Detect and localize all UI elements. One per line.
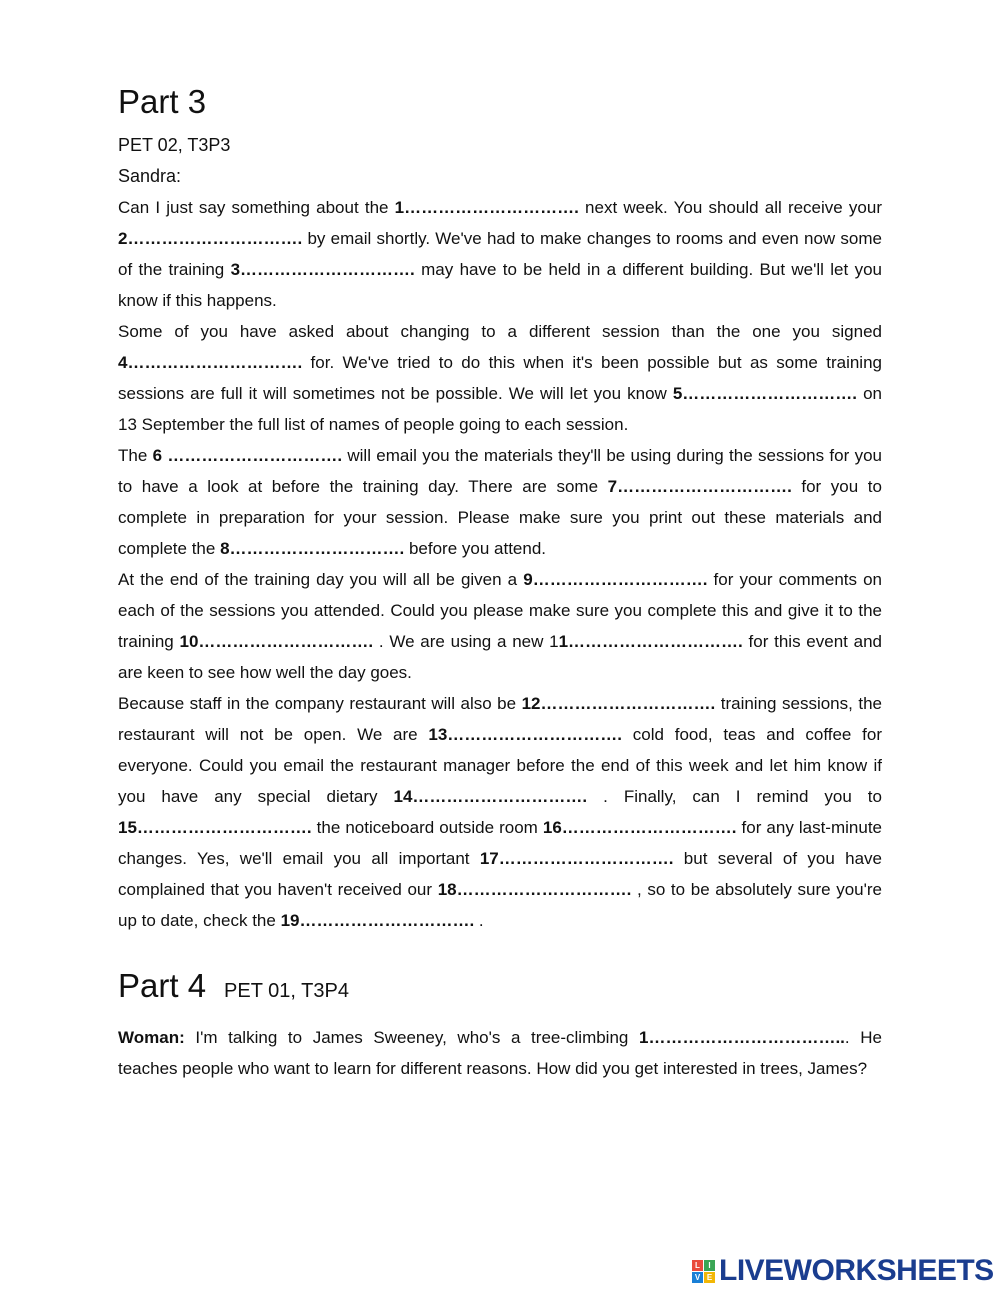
answer-gap: 7…………………………. (607, 477, 792, 496)
answer-gap: 1…………………………. (558, 632, 743, 651)
text-segment: will email you the materials they'll be using during the sessions for you to have a look at before the training day. There are some (118, 446, 882, 496)
text-segment: , so to be absolutely sure you're up to date, check the (118, 880, 882, 930)
text-segment: by email shortly. We've had to make changes to rooms and even now some of the training (118, 229, 882, 279)
text-segment: Can I just say something about the (118, 198, 395, 217)
logo-text: LIVEWORKSHEETS (719, 1254, 994, 1287)
logo-tile: I (704, 1260, 715, 1271)
text-segment: for this event and are keen to see how well the day goes. (118, 632, 883, 682)
logo-tile: L (692, 1260, 703, 1271)
part4-transcript (118, 1022, 882, 1084)
answer-gap: 4…………………………. (118, 353, 303, 372)
answer-gap: 16…………………………. (542, 818, 737, 837)
answer-gap: 9…………………………. (523, 570, 708, 589)
answer-gap: 3…………………………. (230, 260, 415, 279)
text-segment: for. We've tried to do this when it's been possible but as some training sessions are full it will sometimes not be possible. We will let you know (118, 353, 882, 403)
text-segment: the noticeboard outside room (311, 818, 543, 837)
part3-transcript (118, 192, 882, 936)
answer-gap: Woman: (118, 1028, 185, 1047)
text-segment: Because staff in the company restaurant will also be (118, 694, 522, 713)
transcript-paragraph (118, 1022, 882, 1084)
text-segment: on 13 September the full list of names of people going to each session. (118, 384, 882, 434)
text-segment: I'm talking to James Sweeney, who's a tree-climbing (184, 1028, 639, 1047)
logo-tiles-icon (692, 1260, 715, 1283)
text-segment: next week. You should all receive your (578, 198, 882, 217)
answer-gap: 6 …………………………. (152, 446, 343, 465)
answer-gap: 18…………………………. (437, 880, 632, 899)
answer-gap: 10…………………………. (179, 632, 374, 651)
answer-gap: 5…………………………. (672, 384, 858, 403)
text-segment: may have to be held in a different building. But we'll let you know if this happens. (118, 260, 882, 310)
transcript-paragraph (118, 688, 882, 936)
text-segment: but several of you have complained that you haven't received our (118, 849, 882, 899)
part3-speaker: Sandra: (118, 166, 182, 186)
transcript-paragraph (118, 440, 882, 564)
answer-gap: 15…………………………. (118, 818, 312, 837)
text-segment: for any last-minute changes. Yes, we'll email you all important (118, 818, 882, 868)
text-segment: At the end of the training day you will all be given a (118, 570, 524, 589)
answer-gap: 2…………………………. (118, 229, 303, 248)
text-segment: The (118, 446, 153, 465)
text-segment: cold food, teas and coffee for everyone. Could you email the restaurant manager before the end of this week and let him know if you have any special dietary (118, 725, 882, 806)
text-segment: . Finally, can I remind you to (587, 787, 882, 806)
liveworksheets-logo (692, 1254, 994, 1288)
part4-title: Part 4 (118, 967, 207, 1004)
text-segment: before you attend. (404, 539, 547, 558)
answer-gap: 1…………………………. (394, 198, 579, 217)
logo-tile: E (704, 1272, 715, 1283)
text-segment: for your comments on each of the sessions you attended. Could you please make sure you complete this and give it to the training (118, 570, 883, 651)
text-segment: . (474, 911, 484, 930)
worksheet-page (118, 80, 882, 1084)
text-segment: . We are using a new 1 (373, 632, 559, 651)
transcript-paragraph (118, 564, 882, 688)
answer-gap: 17…………………………. (479, 849, 674, 868)
answer-gap: 14…………………………. (393, 787, 588, 806)
logo-tile: V (692, 1272, 703, 1283)
part3-source: PET 02, T3P3 (118, 135, 231, 155)
answer-gap: 13…………………………. (428, 725, 623, 744)
part4-header (118, 964, 882, 1008)
part3-title: Part 3 (118, 83, 207, 120)
text-segment: Some of you have asked about changing to a different session than the one you signed (118, 322, 882, 341)
text-segment: training sessions, the restaurant will not be open. We are (118, 694, 882, 744)
answer-gap: 19…………………………. (280, 911, 475, 930)
transcript-paragraph (118, 316, 882, 440)
transcript-paragraph (118, 192, 882, 316)
answer-gap: 1…………………………….. (639, 1028, 845, 1047)
part4-source: PET 01, T3P4 (224, 980, 349, 1002)
answer-gap: 12…………………………. (521, 694, 716, 713)
text-segment: . He teaches people who want to learn for different reasons. How did you get interested in trees, James? (118, 1028, 882, 1078)
text-segment: for you to complete in preparation for your session. Please make sure you print out these materials and complete the (118, 477, 882, 558)
answer-gap: 8…………………………. (220, 539, 405, 558)
